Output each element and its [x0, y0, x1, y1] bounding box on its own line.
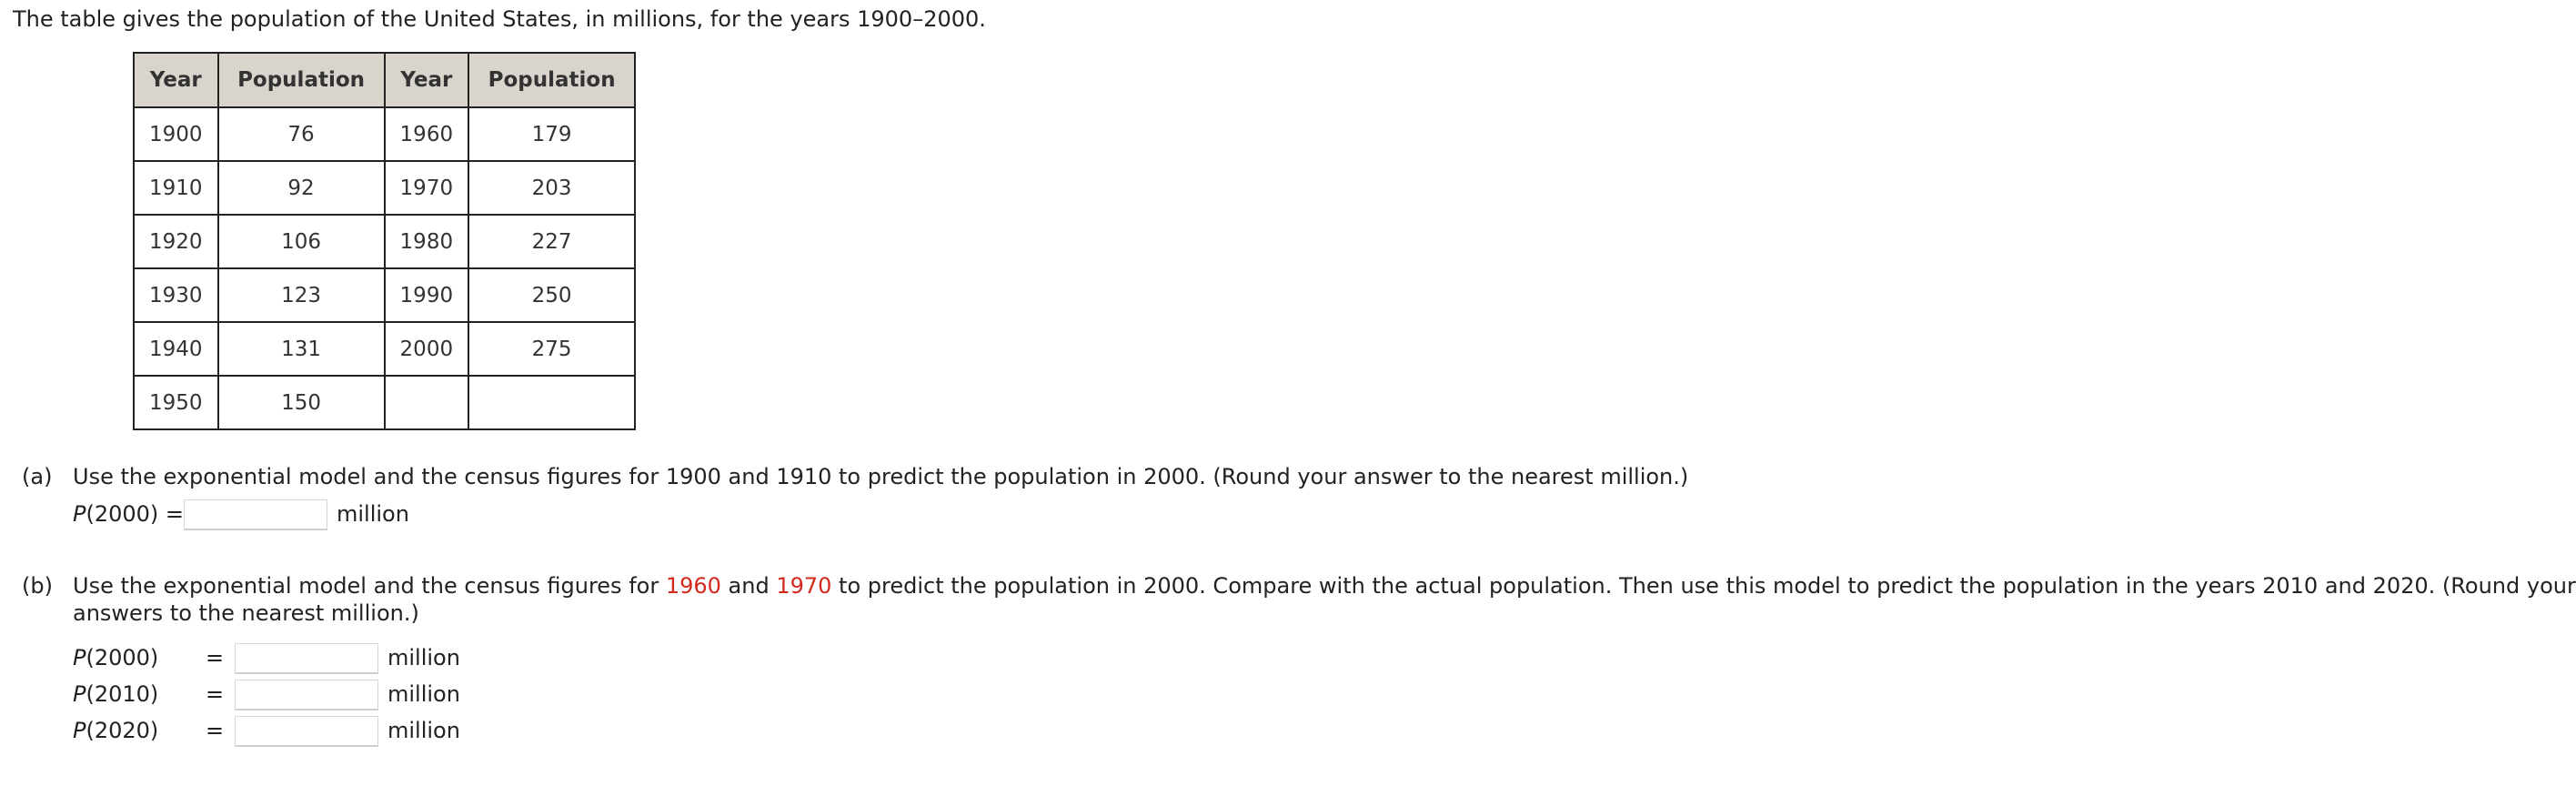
p2010-answer-input[interactable] — [235, 680, 378, 710]
table-row — [134, 322, 635, 376]
function-name: P — [73, 681, 86, 707]
table-row — [134, 215, 635, 268]
part-b-answer-row — [73, 680, 546, 712]
highlight-year-1970: 1970 — [776, 573, 832, 599]
table-row — [134, 268, 635, 322]
table-cell-year: 2000 — [385, 322, 469, 376]
header-population-2: Population — [468, 53, 635, 107]
table-row — [134, 107, 635, 161]
function-name: P — [73, 645, 86, 670]
table-cell-population: 123 — [218, 268, 385, 322]
table-cell-year: 1980 — [385, 215, 469, 268]
table-row — [134, 376, 635, 429]
table-cell-year: 1970 — [385, 161, 469, 215]
function-arg: (2020) — [86, 718, 159, 743]
table-cell-population: 227 — [468, 215, 635, 268]
equals-sign: = — [206, 645, 225, 670]
part-b-text-3: to predict the population in 2000. Compare with the actual population. Then use this model to predict the population in the years 2010 and 2020. (Round your — [831, 573, 2576, 599]
part-a-answer-label — [73, 500, 184, 528]
table-cell-year: 1930 — [134, 268, 218, 322]
header-year-1: Year — [134, 53, 218, 107]
table-cell-population: 106 — [218, 215, 385, 268]
function-arg: (2010) — [86, 681, 159, 707]
table-cell-year: 1990 — [385, 268, 469, 322]
function-arg: (2000) = — [86, 501, 185, 527]
part-b-answer-label — [73, 644, 158, 671]
function-name: P — [73, 718, 86, 743]
population-table — [133, 52, 636, 430]
table-cell-population: 76 — [218, 107, 385, 161]
part-a-letter: (a) — [22, 464, 53, 489]
table-cell-population: 92 — [218, 161, 385, 215]
p2000-answer-input-b[interactable] — [235, 643, 378, 674]
part-b-text-4: answers to the nearest million.) — [73, 600, 419, 626]
part-a-answer-row — [73, 499, 528, 532]
table-cell-population: 150 — [218, 376, 385, 429]
part-b-answer-label — [73, 717, 158, 744]
table-cell-population: 250 — [468, 268, 635, 322]
part-b-unit: million — [387, 718, 460, 743]
table-cell-population: 179 — [468, 107, 635, 161]
equals-sign: = — [206, 718, 225, 743]
table-cell-year: 1900 — [134, 107, 218, 161]
part-b-letter: (b) — [22, 573, 53, 599]
part-b — [22, 572, 2576, 629]
equals-sign: = — [206, 681, 225, 707]
table-cell-year: 1910 — [134, 161, 218, 215]
part-b-answer-row — [73, 643, 546, 676]
part-b-text-1: Use the exponential model and the census figures for — [73, 573, 666, 599]
part-a-text: Use the exponential model and the census figures for 1900 and 1910 to predict the population in 2000. (Round your answer to the nearest million.) — [73, 464, 1689, 489]
function-arg: (2000) — [86, 645, 159, 670]
part-b-text — [73, 572, 2576, 627]
function-name: P — [73, 501, 86, 527]
part-b-text-2: and — [720, 573, 777, 599]
table-cell-population: 275 — [468, 322, 635, 376]
table-header-row — [134, 53, 635, 107]
table-cell-population: 131 — [218, 322, 385, 376]
header-population-1: Population — [218, 53, 385, 107]
part-b-answer-row — [73, 716, 546, 749]
table-cell-year — [385, 376, 469, 429]
table-cell-year: 1960 — [385, 107, 469, 161]
table-cell-year: 1940 — [134, 322, 218, 376]
header-year-2: Year — [385, 53, 469, 107]
part-b-unit: million — [387, 645, 460, 670]
part-a-unit: million — [337, 501, 409, 527]
p2020-answer-input[interactable] — [235, 716, 378, 747]
highlight-year-1960: 1960 — [665, 573, 721, 599]
p2000-answer-input-a[interactable] — [184, 499, 327, 530]
table-row — [134, 161, 635, 215]
part-b-answer-label — [73, 680, 158, 708]
intro-text: The table gives the population of the United States, in millions, for the years 1900–2000. — [13, 6, 986, 32]
part-b-unit: million — [387, 681, 460, 707]
part-a — [22, 463, 2387, 490]
table-cell-population — [468, 376, 635, 429]
table-cell-year: 1950 — [134, 376, 218, 429]
table-cell-year: 1920 — [134, 215, 218, 268]
table-cell-population: 203 — [468, 161, 635, 215]
